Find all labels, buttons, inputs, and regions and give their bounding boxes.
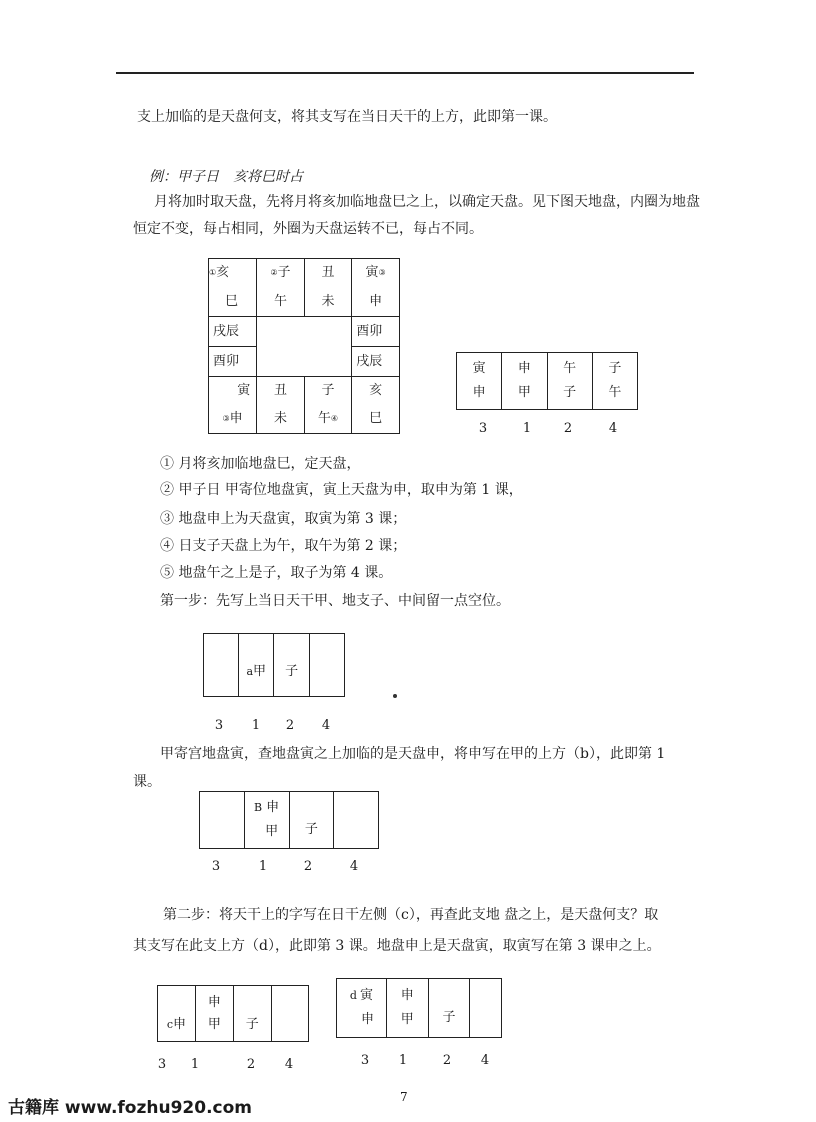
para2-line2: 课。 xyxy=(133,774,161,790)
grid-cell xyxy=(200,792,245,849)
course-number: 2 xyxy=(563,421,573,436)
step-line-2: ② 甲子日 甲寄位地盘寅，寅上天盘为申，取申为第 1 课， xyxy=(160,482,523,498)
grid-cell: 子 xyxy=(274,634,309,697)
course-number: 3 xyxy=(157,1057,167,1072)
wheel-cell: 寅③ 申 xyxy=(352,259,400,317)
course-number: 1 xyxy=(251,718,261,733)
wheel-cell: 酉卯 xyxy=(352,317,400,347)
summary-cell: 午 子 xyxy=(547,353,592,410)
grid-cell xyxy=(470,979,502,1038)
step2-line1: 第二步：将天干上的字写在日干左侧（c），再查此支地 盘之上，是天盘何支？取 xyxy=(163,907,659,923)
para1-line2: 恒定不变，每占相同，外圈为天盘运转不已，每占不同。 xyxy=(133,221,483,237)
grid-cell: B 申 甲 xyxy=(244,792,289,849)
course-number: 1 xyxy=(190,1057,200,1072)
intro-line: 支上加临的是天盘何支，将其支写在当日天干的上方，此即第一课。 xyxy=(137,109,557,125)
course-number: 1 xyxy=(522,421,532,436)
para2-line1: 甲寄宫地盘寅，查地盘寅之上加临的是天盘申，将申写在甲的上方（b），此即第 1 xyxy=(160,746,666,762)
para1-line1: 月将加时取天盘，先将月将亥加临地盘巳之上，以确定天盘。见下图天地盘，内圈为地盘 xyxy=(154,194,700,210)
grid-cell xyxy=(334,792,379,849)
wheel-cell: 丑 未 xyxy=(304,259,352,317)
wheel-cell: 丑 未 xyxy=(257,377,305,434)
course-number: 3 xyxy=(360,1053,370,1068)
step-line-5: ⑤ 地盘午之上是子，取子为第 4 课。 xyxy=(160,565,393,581)
course-number: 2 xyxy=(285,718,295,733)
heaven-earth-wheel xyxy=(208,258,400,434)
grid-cell: 子 xyxy=(289,792,334,849)
watermark: 古籍库 www.fozhu920.com xyxy=(8,1098,252,1118)
course-number: 2 xyxy=(303,859,313,874)
step2-line2: 其支写在此支上方（d），此即第 3 课。地盘申上是天盘寅，取寅写在第 3 课申之上。 xyxy=(133,938,661,954)
course-number: 1 xyxy=(398,1053,408,1068)
page-number: 7 xyxy=(400,1090,408,1104)
grid-step1b xyxy=(199,791,379,849)
grid-cell: 申 甲 xyxy=(195,986,233,1042)
summary-cell: 寅 申 xyxy=(457,353,502,410)
wheel-cell: ②子 午 xyxy=(257,259,305,317)
wheel-cell: 亥 巳 xyxy=(352,377,400,434)
course-number: 4 xyxy=(284,1057,294,1072)
grid-cell: 申 甲 xyxy=(386,979,428,1038)
grid-cell xyxy=(204,634,239,697)
grid-cell: 子 xyxy=(233,986,271,1042)
course-number: 4 xyxy=(480,1053,490,1068)
grid-cell: a甲 xyxy=(239,634,274,697)
grid-cell: c申 xyxy=(158,986,196,1042)
summary-cell: 申 甲 xyxy=(502,353,547,410)
grid-step1 xyxy=(203,633,345,697)
course-number: 1 xyxy=(258,859,268,874)
grid-cell: d 寅 申 xyxy=(337,979,387,1038)
course-number: 4 xyxy=(608,421,618,436)
summary-grid xyxy=(456,352,638,410)
course-number: 3 xyxy=(478,421,488,436)
course-number: 2 xyxy=(246,1057,256,1072)
course-number: 3 xyxy=(214,718,224,733)
step1-text: 第一步：先写上当日天干甲、地支子、中间留一点空位。 xyxy=(160,593,510,609)
wheel-center xyxy=(257,317,352,377)
wheel-cell: ①亥 巳 xyxy=(209,259,257,317)
step-line-3: ③ 地盘申上为天盘寅，取寅为第 3 课； xyxy=(160,511,407,527)
step-line-4: ④ 日支子天盘上为午，取午为第 2 课； xyxy=(160,538,407,554)
grid-step2a xyxy=(157,985,309,1042)
wheel-cell: 戌辰 xyxy=(352,347,400,377)
summary-cell: 子 午 xyxy=(592,353,637,410)
example-title: 例：甲子日 亥将巳时占 xyxy=(149,169,303,185)
course-number: 4 xyxy=(349,859,359,874)
step-line-1: ① 月将亥加临地盘巳，定天盘， xyxy=(160,456,361,472)
course-number: 2 xyxy=(442,1053,452,1068)
wheel-cell: 酉卯 xyxy=(209,347,257,377)
grid-cell xyxy=(271,986,308,1042)
wheel-cell: 寅 ③申 xyxy=(209,377,257,434)
wheel-cell: 子 午④ xyxy=(304,377,352,434)
course-number: 3 xyxy=(211,859,221,874)
stray-dot xyxy=(393,694,397,698)
course-number: 4 xyxy=(321,718,331,733)
grid-cell: 子 xyxy=(428,979,470,1038)
wheel-cell: 戌辰 xyxy=(209,317,257,347)
grid-step2b xyxy=(336,978,502,1038)
grid-cell xyxy=(309,634,344,697)
header-rule xyxy=(116,72,694,74)
